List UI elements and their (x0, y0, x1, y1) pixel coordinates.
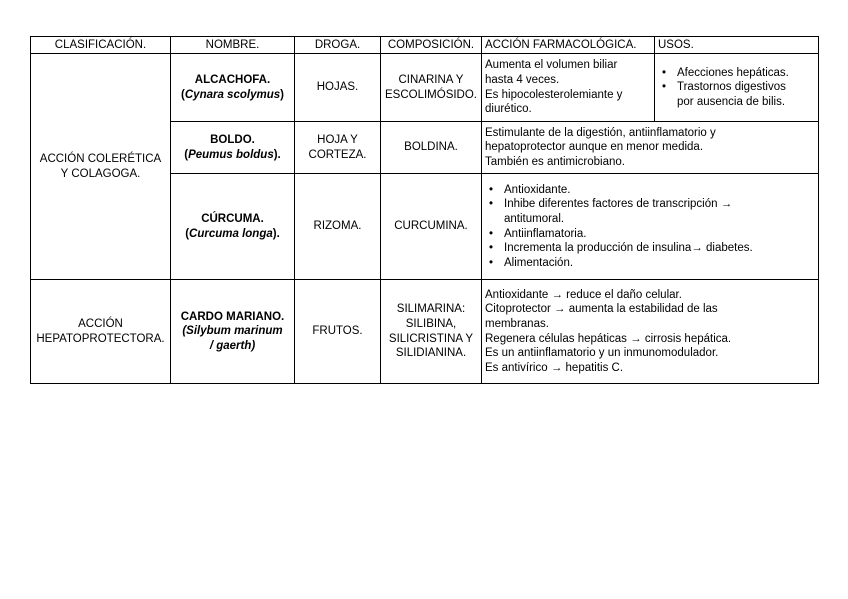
action-cell (482, 174, 819, 280)
action-item-line: • Alimentación. (504, 256, 574, 269)
header-composition: COMPOSICIÓN. (381, 37, 482, 54)
latin-paren-open: ( (185, 227, 190, 240)
action-line: Citoprotector → aumenta la estabilidad de las (485, 303, 718, 316)
latin-name: Peumus boldus (188, 148, 274, 161)
plant-name: ALCACHOFA. (194, 73, 271, 86)
composition-line: SILIBINA, (405, 317, 457, 330)
action-list (485, 183, 815, 271)
header-classification: CLASIFICACIÓN. (31, 37, 171, 54)
composition-line: SILIDIANINA. (395, 347, 467, 360)
latin-paren-open: ( (181, 88, 185, 101)
action-line: hasta 4 veces. (485, 73, 560, 86)
composition-cell: CURCUMINA. (381, 174, 482, 280)
name-cell (171, 174, 295, 280)
action-line: Es hipocolesterolemiante y (485, 88, 623, 101)
action-line: diurético. (485, 103, 532, 116)
action-item (485, 256, 815, 271)
action-item-line: • Antiinflamatoria. (504, 227, 587, 240)
latin-paren-close: ). (272, 227, 280, 240)
pharmacology-table (30, 36, 819, 384)
composition-cell (381, 280, 482, 384)
composition-cell (381, 54, 482, 122)
action-line: Es antivírico → hepatitis C. (485, 361, 624, 374)
header-uses: USOS. (655, 37, 819, 54)
action-cell (482, 122, 819, 174)
classification-line: Y COLAGOGA. (60, 167, 141, 180)
latin-name-line: / gaerth) (209, 339, 256, 352)
composition-line: SILIMARINA: (396, 303, 466, 316)
drug-line: HOJA Y (317, 133, 358, 146)
drug-line: CORTEZA. (308, 148, 367, 161)
uses-item-line: • Trastornos digestivos (677, 81, 786, 94)
name-cell (171, 122, 295, 174)
action-line: Aumenta el volumen biliar (485, 59, 618, 72)
uses-cell (655, 54, 819, 122)
name-cell (171, 280, 295, 384)
action-line: Regenera células hepáticas → cirrosis hepática. (485, 332, 732, 345)
action-line: Es un antiinflamatorio y un inmunomodulador. (485, 347, 719, 360)
header-pharmacological-action: ACCIÓN FARMACOLÓGICA. (482, 37, 655, 54)
latin-paren-close: ). (273, 148, 281, 161)
drug-cell: RIZOMA. (295, 174, 381, 280)
latin-paren-open: ( (184, 148, 189, 161)
name-cell (171, 54, 295, 122)
classification-hepatoprotective (31, 280, 171, 384)
drug-cell (295, 122, 381, 174)
action-item-line: • Incrementa la producción de insulina→ diabetes. (504, 242, 753, 255)
classification-line: ACCIÓN (78, 317, 123, 330)
classification-choleretic (31, 54, 171, 280)
action-item (485, 183, 815, 198)
action-cell (482, 280, 819, 384)
table-row-cardo-mariano (31, 280, 819, 384)
action-line: También es antimicrobiano. (485, 155, 625, 168)
uses-item (658, 80, 815, 109)
composition-line: ESCOLIMÓSIDO. (384, 88, 478, 101)
uses-item-line: • Afecciones hepáticas. (677, 66, 789, 79)
action-line: hepatoprotector aunque en menor medida. (485, 141, 704, 154)
action-item (485, 227, 815, 242)
header-name: NOMBRE. (171, 37, 295, 54)
action-line: Antioxidante → reduce el daño celular. (485, 288, 682, 301)
header-row (31, 37, 819, 54)
plant-name: CARDO MARIANO. (180, 310, 285, 323)
uses-item-line: por ausencia de bilis. (677, 95, 786, 108)
drug-cell: FRUTOS. (295, 280, 381, 384)
composition-line: SILICRISTINA Y (388, 332, 474, 345)
plant-name: CÚRCUMA. (201, 212, 264, 225)
action-cell (482, 54, 655, 122)
header-drug: DROGA. (295, 37, 381, 54)
action-item (485, 241, 815, 256)
uses-item (658, 66, 815, 81)
plant-name: BOLDO. (210, 133, 255, 146)
action-item-line: • Antioxidante. (504, 183, 571, 196)
action-line: membranas. (485, 317, 549, 330)
classification-line: ACCIÓN COLERÉTICA (39, 152, 162, 165)
drug-cell: HOJAS. (295, 54, 381, 122)
uses-list (658, 66, 815, 110)
latin-name: Cynara scolymus (184, 88, 281, 101)
action-item (485, 197, 815, 226)
latin-name-line: (Silybum marinum (182, 325, 283, 338)
action-item-line: antitumoral. (504, 212, 565, 225)
composition-cell: BOLDINA. (381, 122, 482, 174)
action-line: Estimulante de la digestión, antiinflamatorio y (485, 126, 716, 139)
composition-line: CINARINA Y (398, 73, 464, 86)
latin-name: Curcuma longa (189, 227, 273, 240)
latin-paren-close: ) (280, 88, 284, 101)
action-item-line: • Inhibe diferentes factores de transcripción → (504, 198, 733, 211)
table-row-alcachofa (31, 54, 819, 122)
classification-line: HEPATOPROTECTORA. (36, 332, 165, 345)
